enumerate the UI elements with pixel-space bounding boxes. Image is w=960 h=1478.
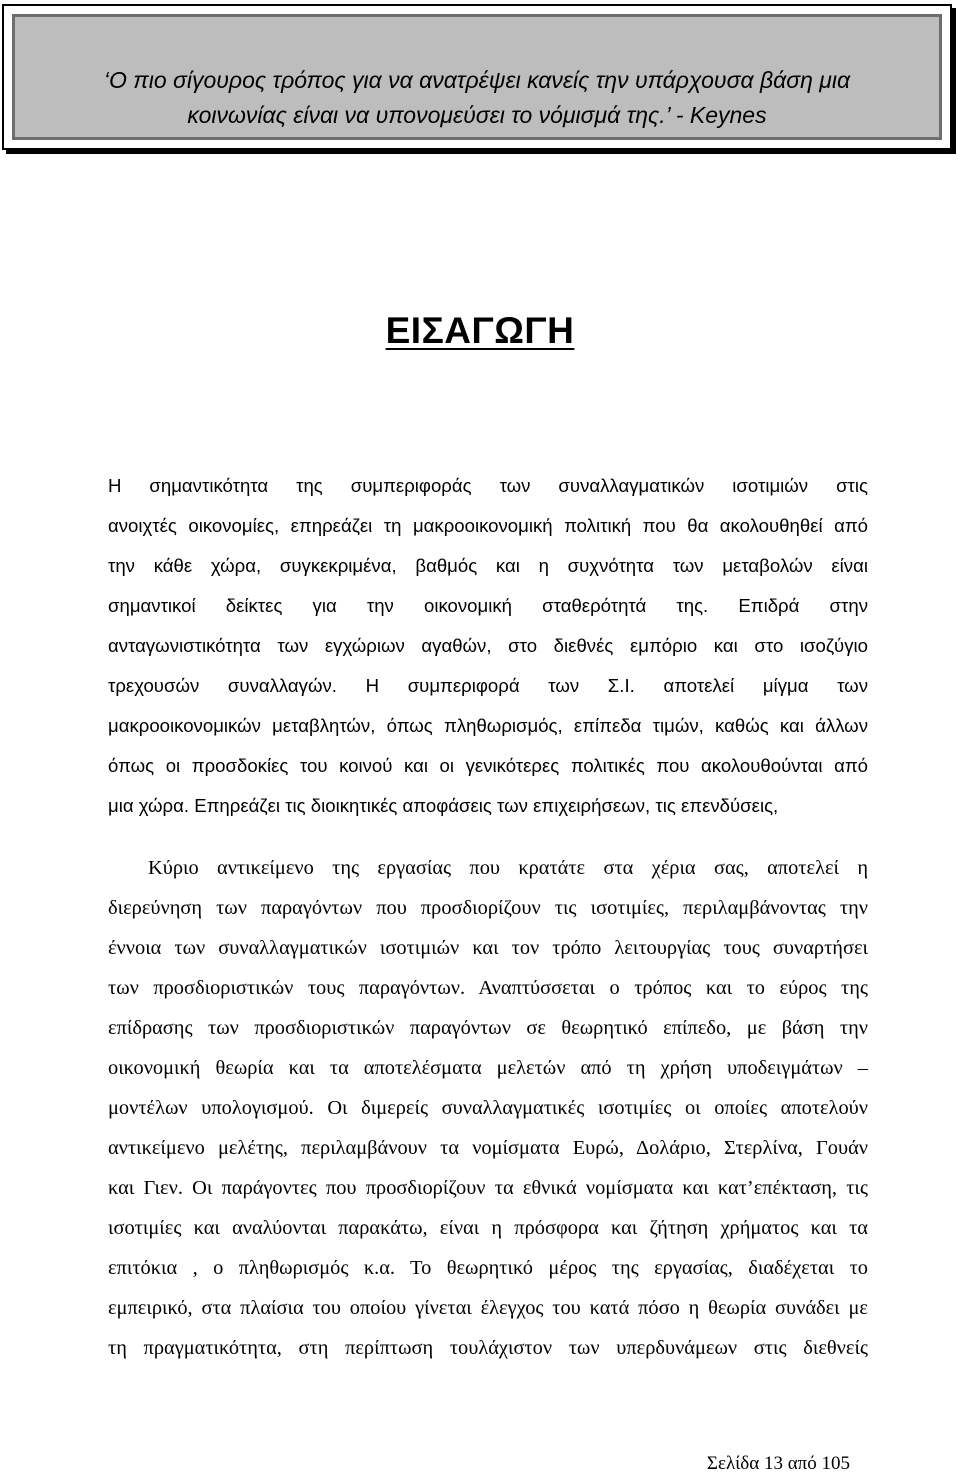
paragraph-line: ισοτιμίες και αναλύονται παρακάτω, είναι η πρόσφορα και ζήτηση χρήματος και τα (108, 1217, 868, 1239)
paragraph-line: έννοια των συναλλαγματικών ισοτιμιών και τον τρόπο λειτουργίας τους συναρτήσει (108, 937, 868, 959)
paragraph-line: εμπειρικό, στα πλαίσια του οποίου γίνεται έλεγχος του κατά πόσο η θεωρία συνάδει με (108, 1297, 868, 1319)
quote-line-2: κοινωνίας είναι να υπονομεύσει το νόμισμά της.’ - Keynes (187, 102, 767, 128)
paragraph-line: μια χώρα. Επηρεάζει τις διοικητικές αποφάσεις των επιχειρήσεων, τις επενδύσεις, (108, 795, 779, 816)
paragraph-line: την κάθε χώρα, συγκεκριμένα, βαθμός και η συχνότητα των μεταβολών είναι (108, 555, 868, 576)
paragraph-scope (108, 848, 868, 1368)
paragraph-line: ανταγωνιστικότητα των εγχώριων αγαθών, στο διεθνές εμπόριο και στο ισοζύγιο (108, 635, 868, 656)
paragraph-line: σημαντικοί δείκτες για την οικονομική σταθερότητά της. Επιδρά στην (108, 595, 868, 616)
paragraph-line: των προσδιοριστικών τους παραγόντων. Αναπτύσσεται ο τρόπος και το εύρος της (108, 977, 868, 999)
paragraph-line: τη πραγματικότητα, στη περίπτωση τουλάχιστον των υπερδυνάμεων στις διεθνείς (108, 1337, 868, 1359)
paragraph-line: ανοιχτές οικονομίες, επηρεάζει τη μακροοικονομική πολιτική που θα ακολουθηθεί από (108, 515, 868, 536)
paragraph-line: επιτόκια , ο πληθωρισμός κ.α. Το θεωρητικό μέρος της εργασίας, διαδέχεται το (108, 1257, 868, 1279)
paragraph-line: μακροοικονομικών μεταβλητών, όπως πληθωρισμός, επίπεδα τιμών, καθώς και άλλων (108, 715, 868, 736)
quote-box-inner (12, 14, 942, 140)
epigraph-quote (15, 63, 939, 133)
paragraph-line: Η σημαντικότητα της συμπεριφοράς των συναλλαγματικών ισοτιμιών στις (108, 475, 868, 496)
section-heading: ΕΙΣΑΓΩΓΗ (385, 310, 575, 351)
quote-line-1: ‘Ο πιο σίγουρος τρόπος για να ανατρέψει κανείς την υπάρχουσα βάση μια (103, 67, 851, 93)
paragraph-line: Κύριο αντικείμενο της εργασίας που κρατάτε στα χέρια σας, αποτελεί η (148, 857, 868, 879)
paragraph-line: οικονομική θεωρία και τα αποτελέσματα μελετών από τη χρήση υποδειγμάτων – (108, 1057, 868, 1079)
paragraph-line: επίδρασης των προσδιοριστικών παραγόντων σε θεωρητικό επίπεδο, με βάση την (108, 1017, 868, 1039)
page-number: Σελίδα 13 από 105 (706, 1453, 850, 1474)
paragraph-line: τρεχουσών συναλλαγών. Η συμπεριφορά των Σ.Ι. αποτελεί μίγμα των (108, 675, 868, 696)
paragraph-intro (108, 466, 868, 826)
paragraph-line: μοντέλων υπολογισμού. Οι διμερείς συναλλαγματικές ισοτιμίες οι οποίες αποτελούν (108, 1097, 868, 1119)
paragraph-line: αντικείμενο μελέτης, περιλαμβάνουν τα νομίσματα Ευρώ, Δολάριο, Στερλίνα, Γουάν (108, 1137, 868, 1159)
paragraph-line: όπως οι προσδοκίες του κοινού και οι γενικότερες πολιτικές που ακολουθούνται από (108, 755, 868, 776)
paragraph-line: και Γιεν. Οι παράγοντες που προσδιορίζουν τα εθνικά νομίσματα και κατ’επέκταση, τις (108, 1177, 868, 1199)
quote-box (2, 4, 952, 150)
paragraph-line: διερεύνηση των παραγόντων που προσδιορίζουν τις ισοτιμίες, περιλαμβάνοντας την (108, 897, 868, 919)
